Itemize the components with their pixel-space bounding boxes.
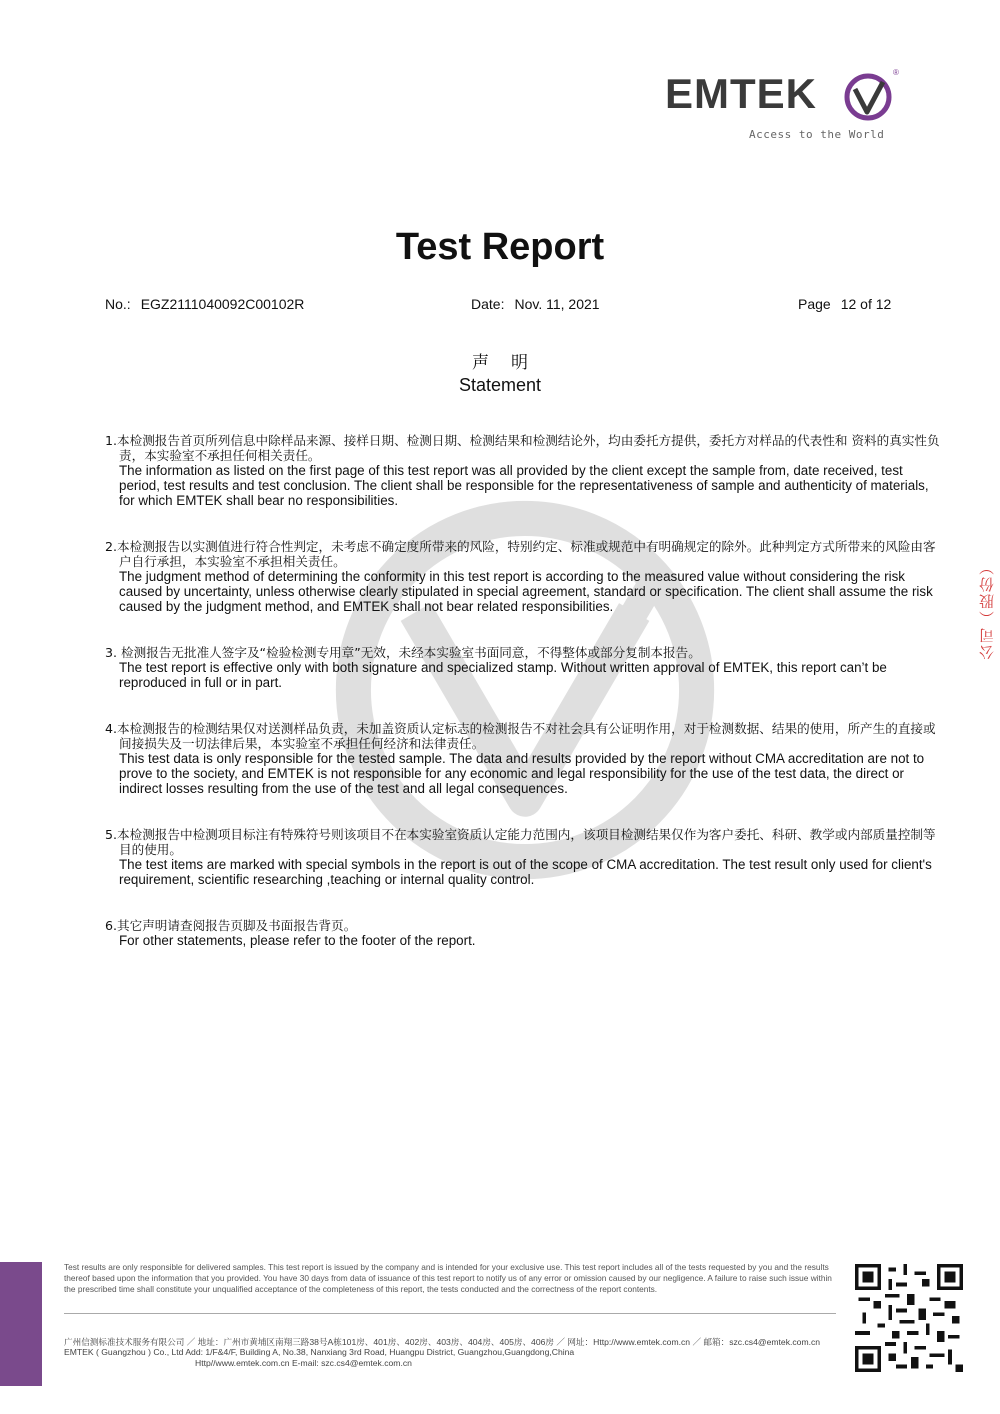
report-number-value: EGZ2111040092C00102R [140,296,305,312]
footer-web-email: Http//www.emtek.com.cn E-mail: szc.cs4@emtek.com.cn [195,1358,412,1368]
statement-item-en: For other statements, please refer to the footer of the report. [119,933,476,948]
footer-company-cn: 广州信测标准技术服务有限公司 ／ 地址：广州市黄埔区南翔三路38号A栋101房、401房、402房、403房、404房、405房、406房 ／ 网址：Http://www.emtek.com.cn ／ 邮箱：szc.cs4@emtek.com.cn [64,1337,821,1347]
report-number [105,296,304,312]
statement-item [105,539,947,615]
registered-mark: ® [893,68,899,77]
statement-item-en: The information as listed on the first page of this test report was all provided by the client except the sample from, date received, test period, test results and test conclusion. The client shall be responsible for the representativeness of sample and authenticity of materials, for which EMTEK shall bear no responsibilities. [119,463,929,509]
statement-item [105,721,947,797]
statement-item-en: The test items are marked with special symbols in the report is out of the scope of CMA accreditation. The test result only used for client's requirement, scientific researching ,teaching or internal quality control. [119,857,932,888]
brand-logo [665,68,905,148]
footer-accent-bar [0,1262,42,1386]
footer-divider [64,1313,836,1314]
report-date-label: Date: [471,296,505,312]
statement-heading-cn: 声明 [472,353,550,373]
statement-item-cn: 4.本检测报告的检测结果仅对送测样品负责，未加盖资质认定标志的检测报告不对社会具有公证明作用，对于检测数据、结果的使用，所产生的直接或间接损失及一切法律后果，本实验室不承担任何经济和法律责任。 [105,721,936,751]
page-title: Test Report [395,226,605,268]
footer-disclaimer: Test results are only responsible for delivered samples. This test report is issued by the company and is intended for your exclusive use. This test report includes all of the tests requested by you and the results thereof based upon the information that you provided. You have 30 days from data of issuance of this test report to notify us of any error or omission caused by our negligence. A failure to raise such issue within the prescribed time shall constitute your unqualified acceptance of the completeness of this report, the tests conducted and the correctness of the report contents. [64,1262,832,1294]
statement-item [105,918,947,948]
page-total: 12 [875,296,892,312]
report-date [471,296,600,312]
page-current: 12 [840,296,857,312]
report-date-value: Nov. 11, 2021 [514,296,600,312]
statement-item-cn: 2.本检测报告以实测值进行符合性判定，未考虑不确定度所带来的风险，特别约定、标准或规范中有明确规定的除外。此种判定方式所带来的风险由客户自行承担，本实验室不承担相关责任。 [105,539,936,569]
brand-check-icon [843,72,893,122]
side-seal-text: 公司（股份） [978,558,996,660]
statement-item-cn: 6.其它声明请查阅报告页脚及书面报告背页。 [105,918,357,933]
footer-company-en: EMTEK ( Guangzhou ) Co., Ltd Add: 1/F&4/F, Building A, No.38, Nanxiang 3rd Road, Huangpu District, Guangzhou,Guangdong,China [64,1347,575,1357]
statement-heading-en: Statement [458,375,542,395]
side-seal-stamp [970,548,998,688]
statement-item-cn: 1.本检测报告首页所列信息中除样品来源、接样日期、检测日期、检测结果和检测结论外，均由委托方提供，委托方对样品的代表性和 资料的真实性负责，本实验室不承担任何相关责任。 [105,433,940,463]
page-label: Page [798,296,831,312]
report-number-label: No.: [105,296,131,312]
brand-name: EMTEK [665,70,817,117]
page-indicator [798,296,891,312]
statement-item [105,645,947,690]
statement-item-en: The judgment method of determining the conformity in this test report is according to the measured value without considering the risk caused by uncertainty, unless otherwise clearly stipulated in special agreement, standard or specification. The client shall assume the risk caused by the judgment method, and EMTEK shall not bear related responsibilities. [119,569,933,615]
qr-code-icon [855,1264,963,1372]
statement-item-cn: 5.本检测报告中检测项目标注有特殊符号则该项目不在本实验室资质认定能力范围内，该项目检测结果仅作为客户委托、科研、教学或内部质量控制等目的使用。 [105,827,936,857]
statement-item [105,827,947,887]
statement-item-en: The test report is effective only with both signature and specialized stamp. Without written approval of EMTEK, this report can’t be reproduced in full or in part. [119,660,887,691]
statement-item [105,433,947,509]
page-of: of [860,296,872,312]
statement-item-en: This test data is only responsible for the tested sample. The data and results provided by the report without CMA accreditation are not to prove to the society, and EMTEK is not responsible for any economic and legal responsibility for the use of the test data, the direct or indirect losses resulting from the use of the test and all legal consequences. [119,751,925,797]
statement-item-cn: 3. 检测报告无批准人签字及“检验检测专用章”无效，未经本实验室书面同意，不得整体或部分复制本报告。 [105,645,701,660]
brand-tagline: Access to the World [749,128,885,141]
